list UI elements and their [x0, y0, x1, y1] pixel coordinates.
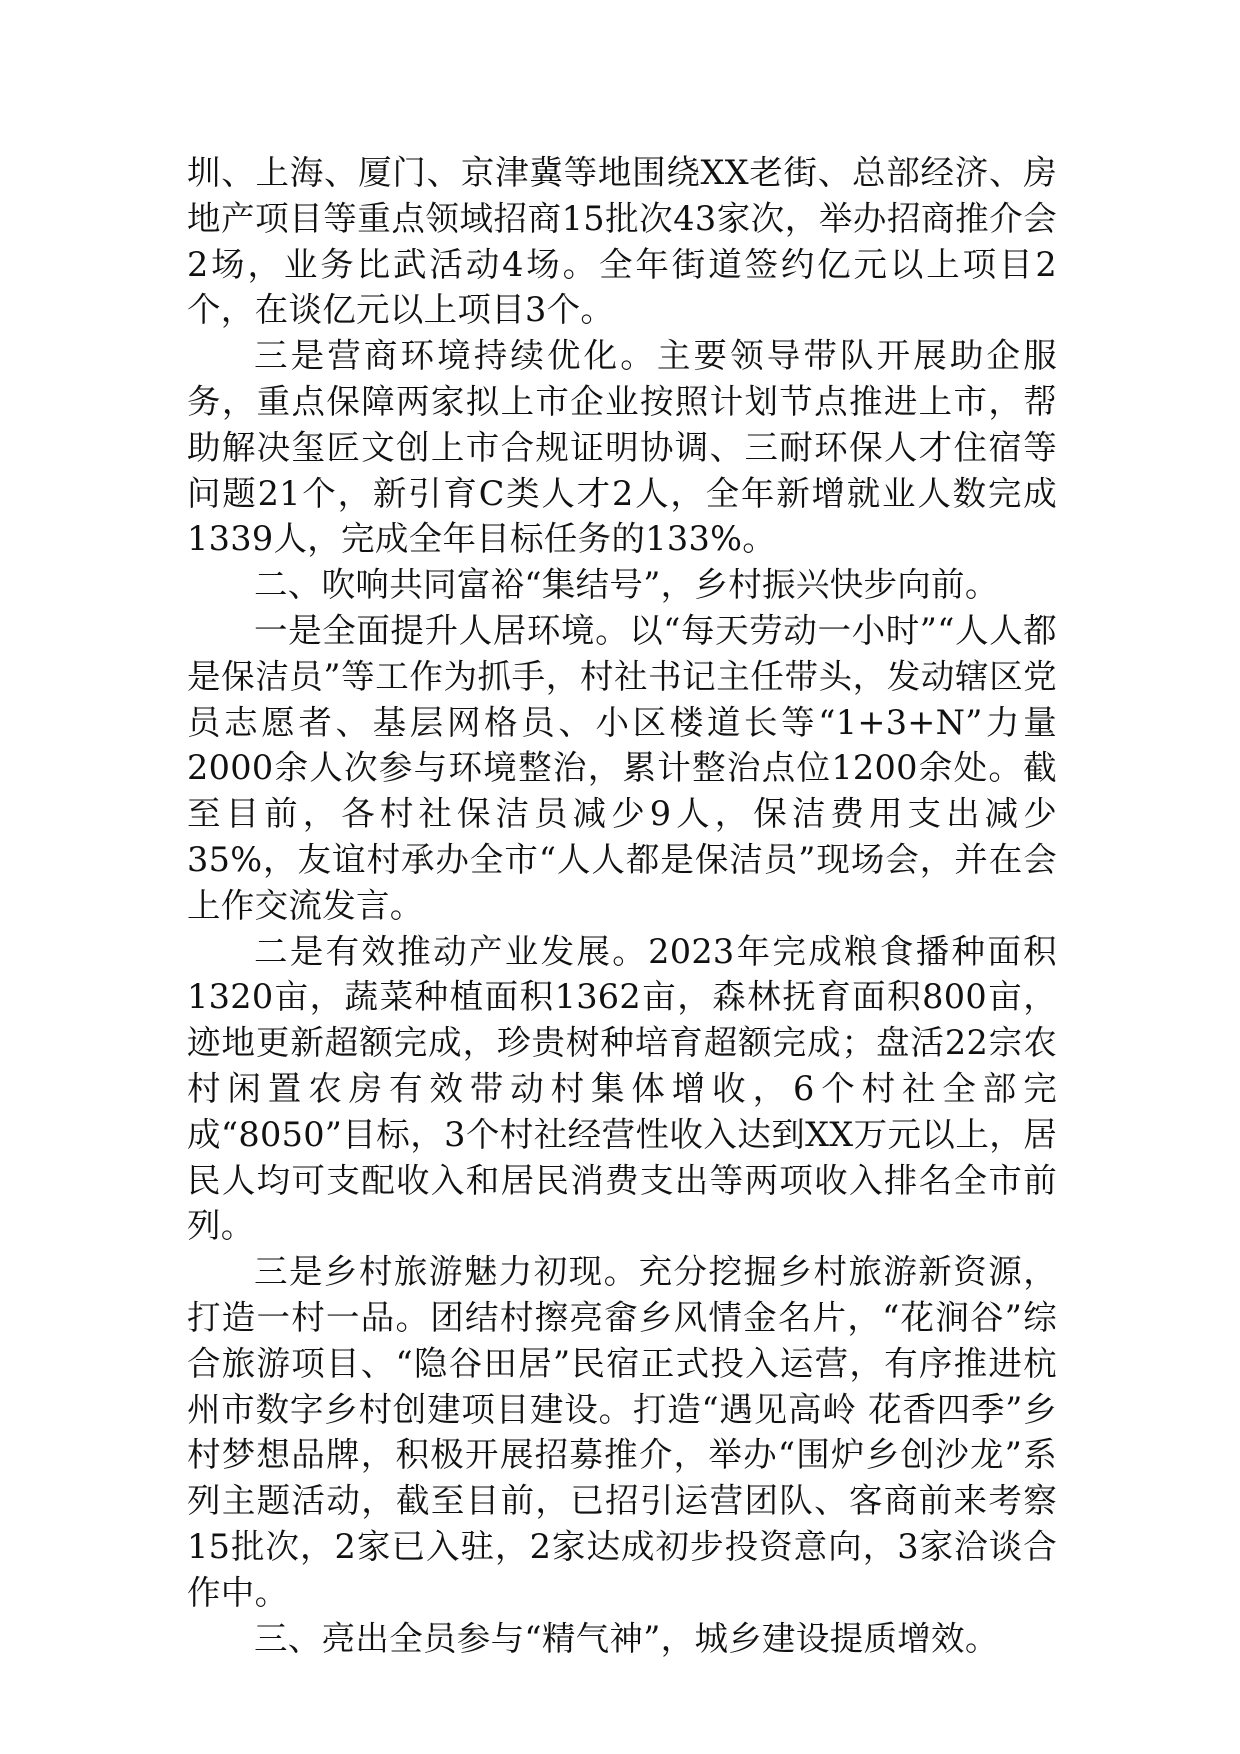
paragraph-industry-development: 二是有效推动产业发展。2023年完成粮食播种面积1320亩，蔬菜种植面积1362亩，森林抚育面积800亩，迹地更新超额完成，珍贵树种培育超额完成；盘活22宗农村闲置农房有效带动村集体增收，6个村社全部完成“8050”目标，3个村社经营性收入达到XX万元以上，居民人均可支配收入和居民消费支出等两项收入排名全市前列。 — [187, 931, 1057, 1246]
section-heading-urban-rural-construction: 三、亮出全员参与“精气神”，城乡建设提质增效。 — [254, 1618, 999, 1658]
paragraph-living-environment: 一是全面提升人居环境。以“每天劳动一小时”“人人都是保洁员”等工作为抓手，村社书记主任带头，发动辖区党员志愿者、基层网格员、小区楼道长等“1+3+N”力量2000余人次参与环境整治，累计整治点位1200余处。截至目前，各村社保洁员减少9人，保洁费用支出减少35%，友谊村承办全市“人人都是保洁员”现场会，并在会上作交流发言。 — [187, 610, 1057, 925]
document-body — [187, 150, 1057, 1661]
paragraph-business-environment: 三是营商环境持续优化。主要领导带队开展助企服务，重点保障两家拟上市企业按照计划节点推进上市，帮助解决玺匠文创上市合规证明协调、三耐环保人才住宿等问题21个，新引育C类人才2人，全年新增就业人数完成1339人，完成全年目标任务的133%。 — [187, 336, 1057, 559]
paragraph-rural-tourism: 三是乡村旅游魅力初现。充分挖掘乡村旅游新资源，打造一村一品。团结村擦亮畲乡风情金名片，“花涧谷”综合旅游项目、“隐谷田居”民宿正式投入运营，有序推进杭州市数字乡村创建项目建设。打造“遇见高岭 花香四季”乡村梦想品牌，积极开展招募推介，举办“围炉乡创沙龙”系列主题活动，截至目前，已招引运营团队、客商前来考察15批次，2家已入驻，2家达成初步投资意向，3家洽谈合作中。 — [187, 1252, 1057, 1612]
paragraph-continuation: 圳、上海、厦门、京津冀等地围绕XX老街、总部经济、房地产项目等重点领域招商15批次43家次，举办招商推介会2场，业务比武活动4场。全年街道签约亿元以上项目2个，在谈亿元以上项目3个。 — [187, 153, 1057, 330]
section-heading-common-prosperity: 二、吹响共同富裕“集结号”，乡村振兴快步向前。 — [254, 565, 999, 605]
